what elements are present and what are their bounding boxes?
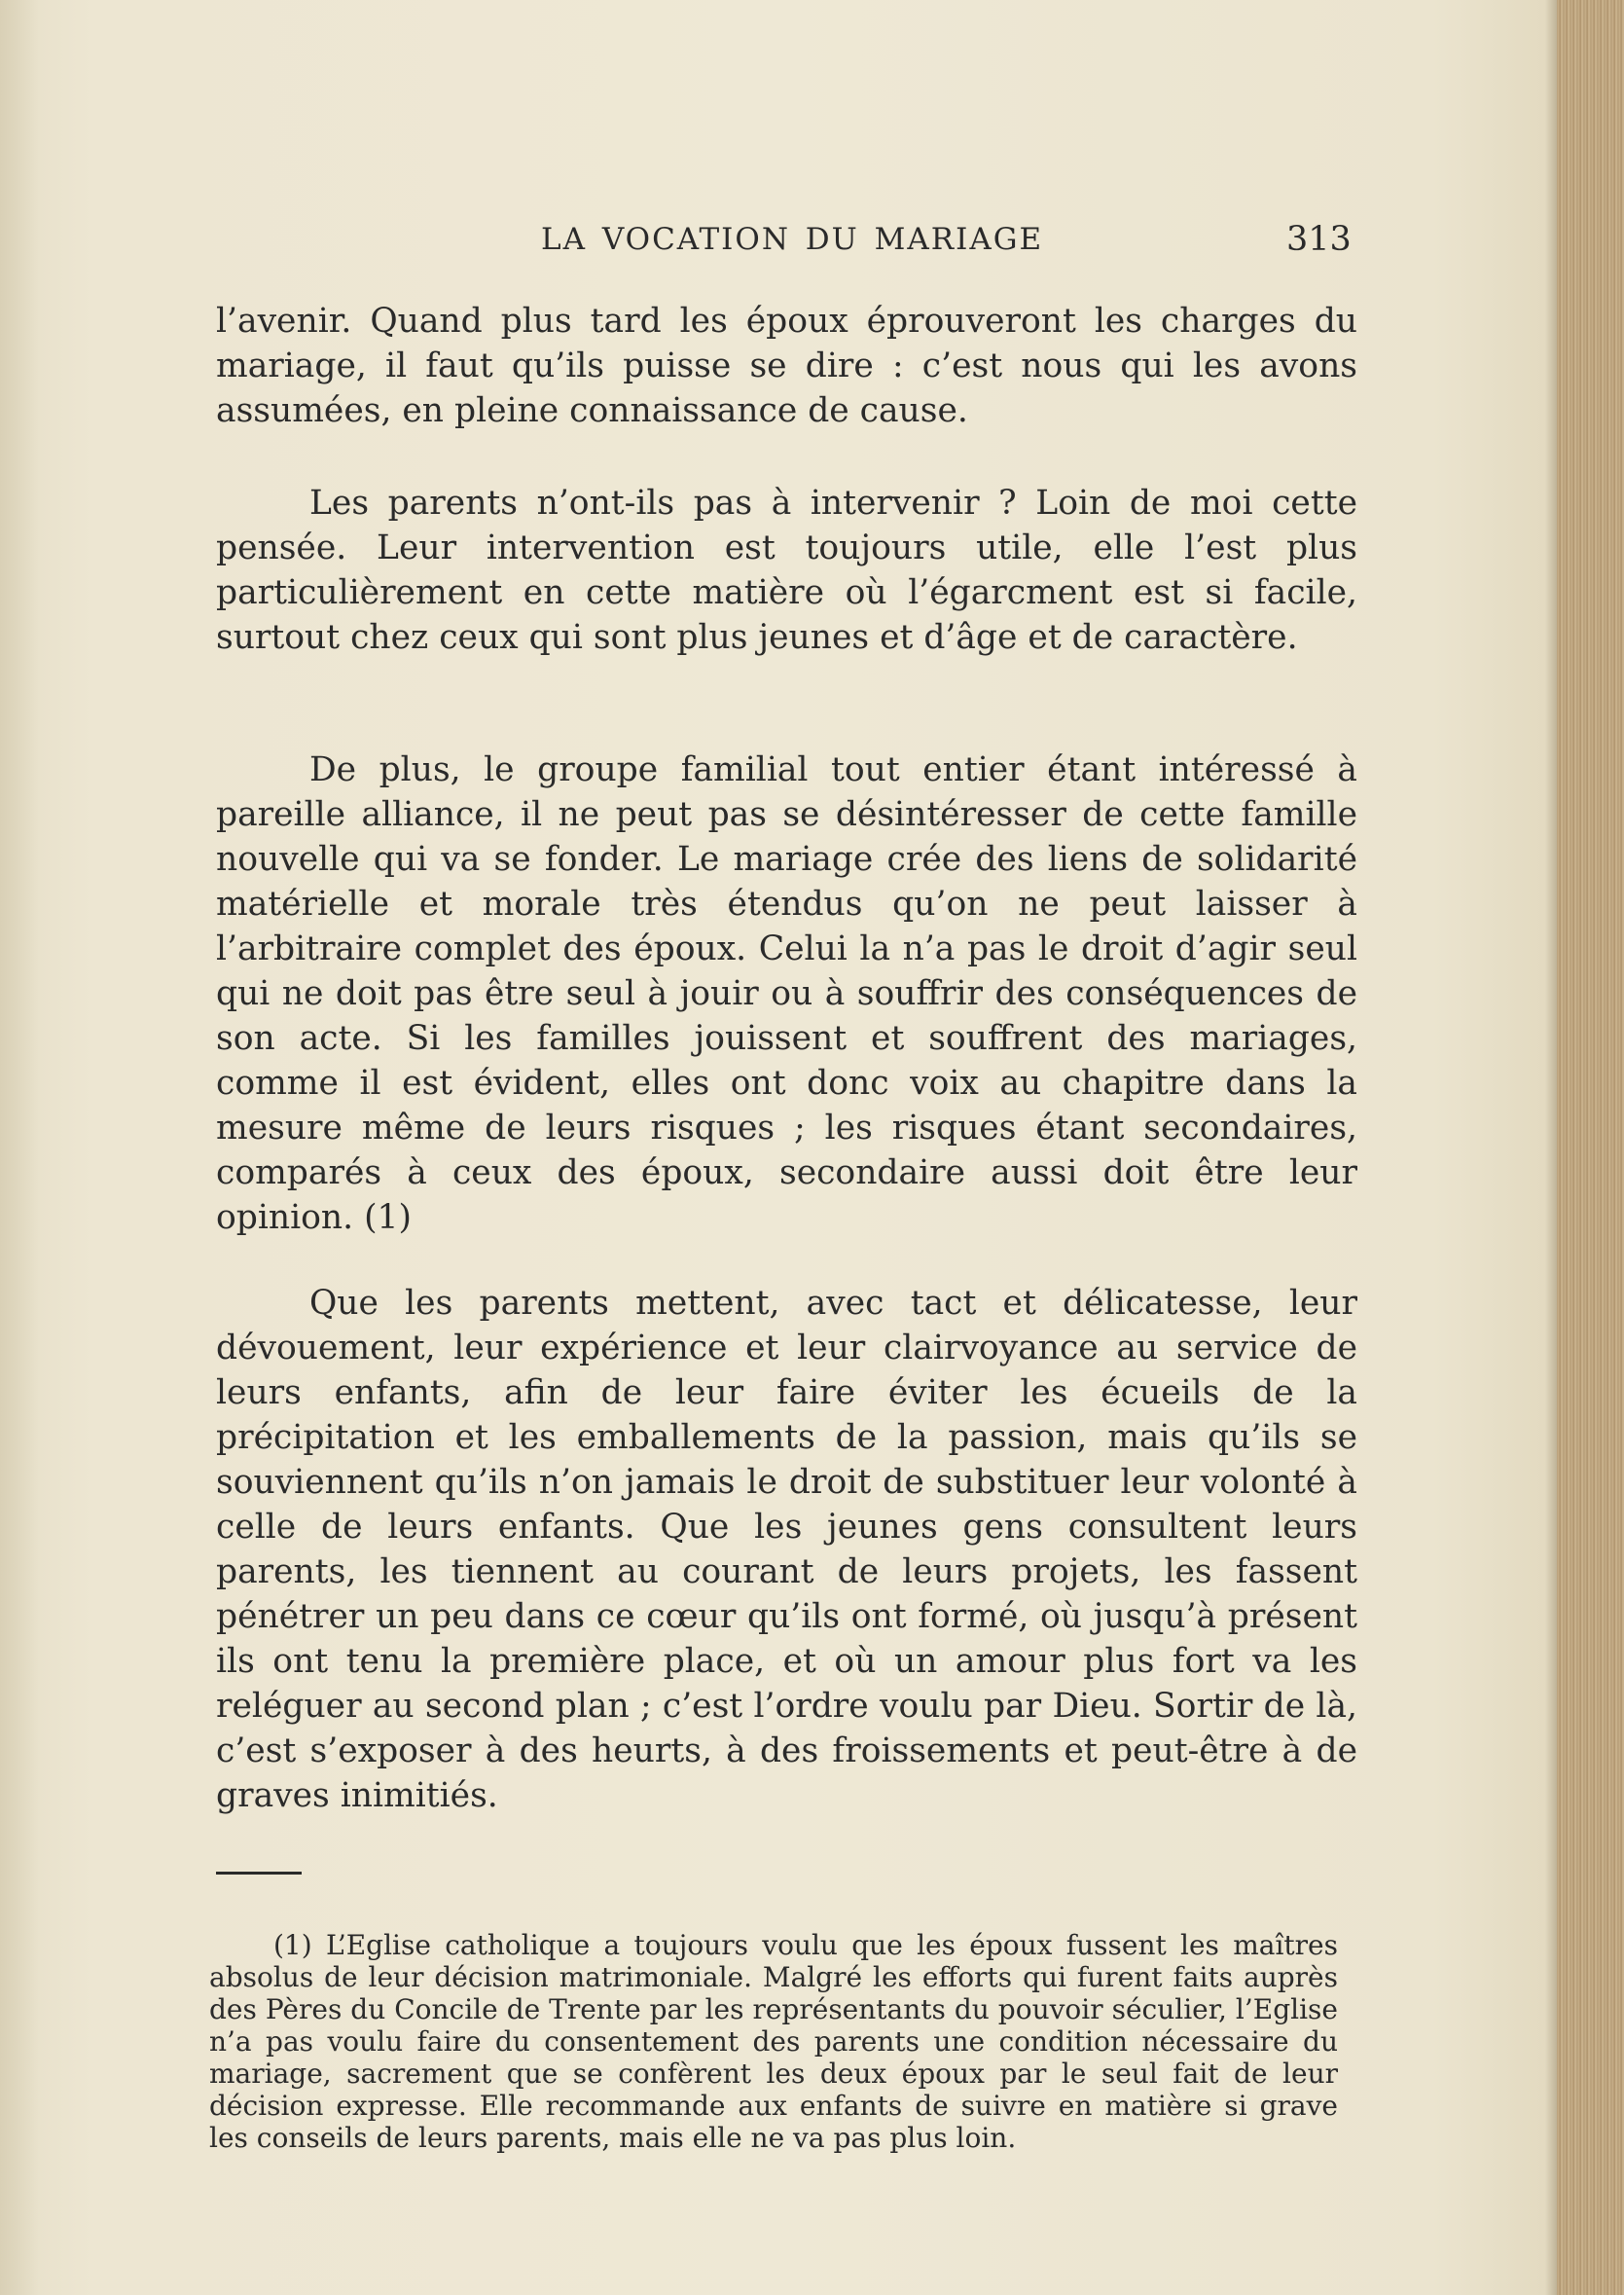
footnote-separator xyxy=(216,1872,302,1875)
gutter-shadow xyxy=(0,0,39,2295)
paragraph-1: l’avenir. Quand plus tard les époux éprouveront les charges du mariage, il faut qu’ils puisse se dire : c’est nous qui les avons assumées, en pleine connaissance de cause. xyxy=(216,302,1357,430)
book-fore-edge xyxy=(1557,0,1624,2295)
paragraph-2: Les parents n’ont-ils pas à intervenir ? Loin de moi cette pensée. Leur intervention est toujours utile, elle l’est plus particulièrement en cette matière où l’égarcment est si facile, surtout chez ceux qui sont plus jeunes et d’âge et de caractère. xyxy=(216,484,1357,657)
page-number: 313 xyxy=(1286,220,1352,259)
paragraph-4: Que les parents mettent, avec tact et délicatesse, leur dévouement, leur expérience et leur clairvoyance au service de leurs enfants, afin de leur faire éviter les écueils de la précipitation et les emballements de la passion, mais qu’ils se souviennent qu’ils n’on jamais le droit de substituer leur volonté à celle de leurs enfants. Que les jeunes gens consultent leurs parents, les tiennent au courant de leurs projets, les fassent pénétrer un peu dans ce cœur qu’ils ont formé, où jusqu’à présent ils ont tenu la première place, et où un amour plus fort va les reléguer au second plan ; c’est l’ordre voulu par Dieu. Sortir de là, c’est s’exposer à des heurts, à des froissements et peut-être à de graves inimitiés. xyxy=(216,1284,1357,1815)
footnote: (1) L’Eglise catholique a toujours voulu que les époux fussent les maîtres absolus de leur décision matrimoniale. Malgré les efforts qui furent faits auprès des Pères du Concile de Trente par les représentants du pouvoir séculier, l’Eglise n’a pas voulu faire du consentement des parents une condition nécessaire du mariage, sacrement que se confèrent les deux époux par le seul fait de leur décision expresse. Elle recommande aux enfants de suivre en matière si grave les conseils de leurs parents, mais elle ne va pas plus loin. xyxy=(209,1929,1338,2154)
running-title: LA VOCATION DU MARIAGE xyxy=(541,222,1044,257)
paragraph-3: De plus, le groupe familial tout entier étant intéressé à pareille alliance, il ne peut pas se désintéresser de cette famille nouvelle qui va se fonder. Le mariage crée des liens de solidarité matérielle et morale très étendus qu’on ne peut laisser à l’arbitraire complet des époux. Celui la n’a pas le droit d’agir seul qui ne doit pas être seul à jouir ou à souffrir des conséquences de son acte. Si les familles jouissent et souffrent des mariages, comme il est évident, elles ont donc voix au chapitre dans la mesure même de leurs risques ; les risques étant secondaires, comparés à ceux des époux, secondaire aussi doit être leur opinion. (1) xyxy=(216,750,1357,1237)
